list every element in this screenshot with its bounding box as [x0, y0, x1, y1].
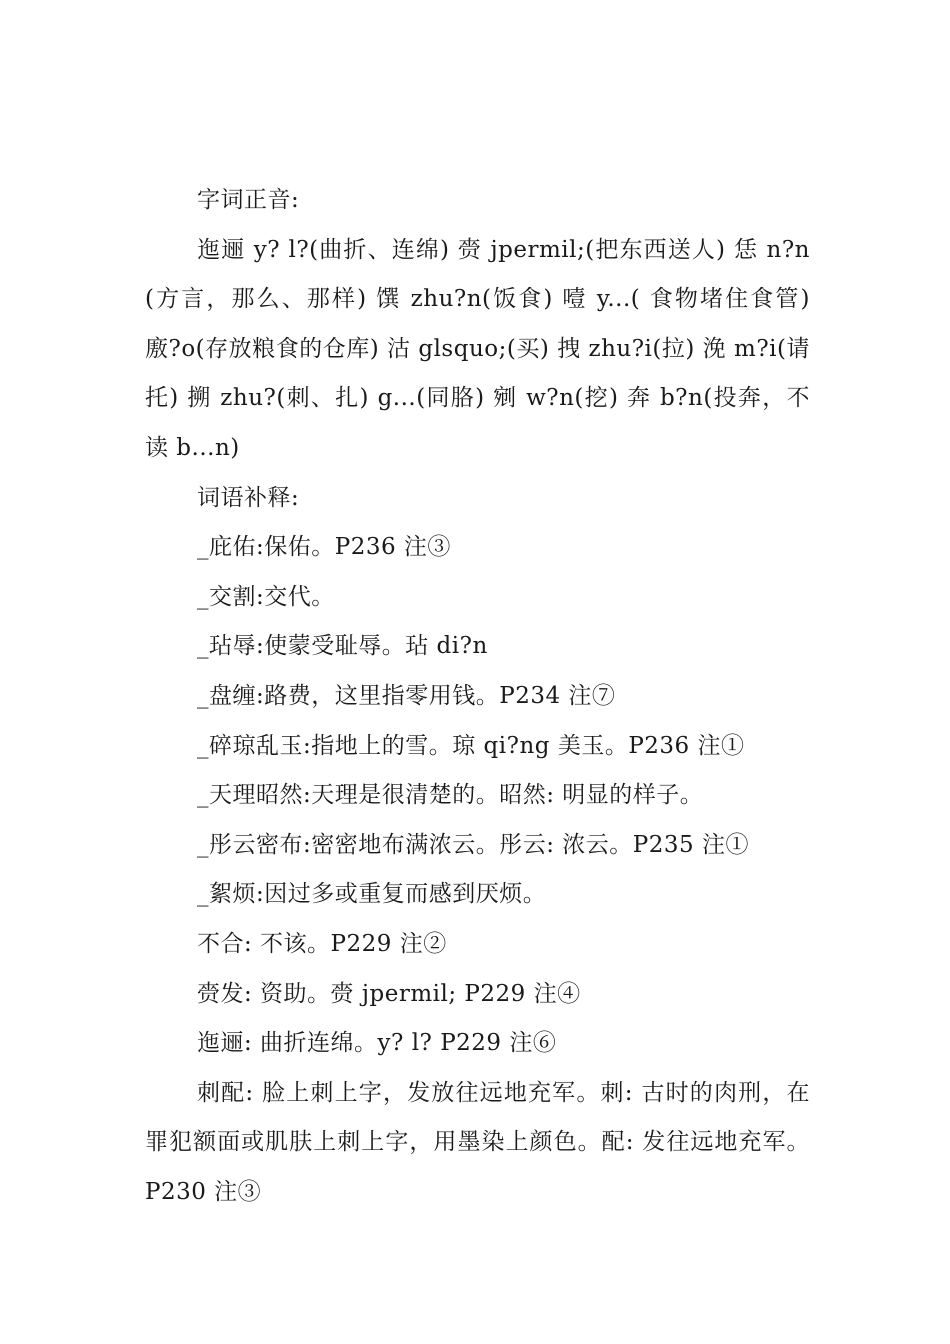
vocab-item-yili: 迤逦: 曲折连绵。y? l? P229 注⑥: [197, 1030, 557, 1057]
pronunciation-heading: 字词正音:: [197, 187, 300, 213]
vocab-item-tongyun: _彤云密布:密密地布满浓云。彤云: 浓云。P235 注①: [197, 831, 749, 858]
document-body: [145, 176, 810, 1217]
pronunciation-paragraph: 迤逦 y? l?(曲折、连绵) 赍 jpermil;(把东西送人) 恁 n?n(方言，那么、那样) 馔 zhu?n(饭食) 噎 y...( 食物堵住食管) 廒?o(存放粮食的仓库) 沽 glsquo;(买) 拽 zhu?i(拉) 浼 m?i(请托) 搠 zhu?(刺、扎) g...(同胳) 剜 w?n(挖) 奔 b?n(投奔，不读 b...n): [145, 236, 810, 461]
vocab-item-jiaoge: _交割:交代。: [197, 583, 335, 610]
vocab-item-tianli: _天理昭然:天理是很清楚的。昭然: 明显的样子。: [197, 782, 704, 809]
vocab-item-suiqiong: _碎琼乱玉:指地上的雪。琼 qi?ng 美玉。P236 注①: [197, 732, 745, 759]
vocab-item-panchan: _盘缠:路费，这里指零用钱。P234 注⑦: [197, 682, 616, 709]
vocab-item-dianru: _玷辱:使蒙受耻辱。玷 di?n: [197, 633, 488, 660]
vocab-item-jifa: 赍发: 资助。赍 jpermil; P229 注④: [197, 980, 581, 1007]
vocab-item-biyou: _庇佑:保佑。P236 注③: [197, 534, 451, 561]
vocab-heading: 词语补释:: [197, 484, 300, 511]
vocab-item-xufan: _絮烦:因过多或重复而感到厌烦。: [197, 881, 547, 908]
vocab-item-buhe: 不合: 不该。P229 注②: [197, 930, 447, 957]
vocab-item-cipei: 刺配: 脸上刺上字，发放往远地充军。刺: 古时的肉刑，在罪犯额面或肌肤上刺上字，用墨染上颜色。配: 发往远地充军。P230 注③: [145, 1079, 810, 1205]
